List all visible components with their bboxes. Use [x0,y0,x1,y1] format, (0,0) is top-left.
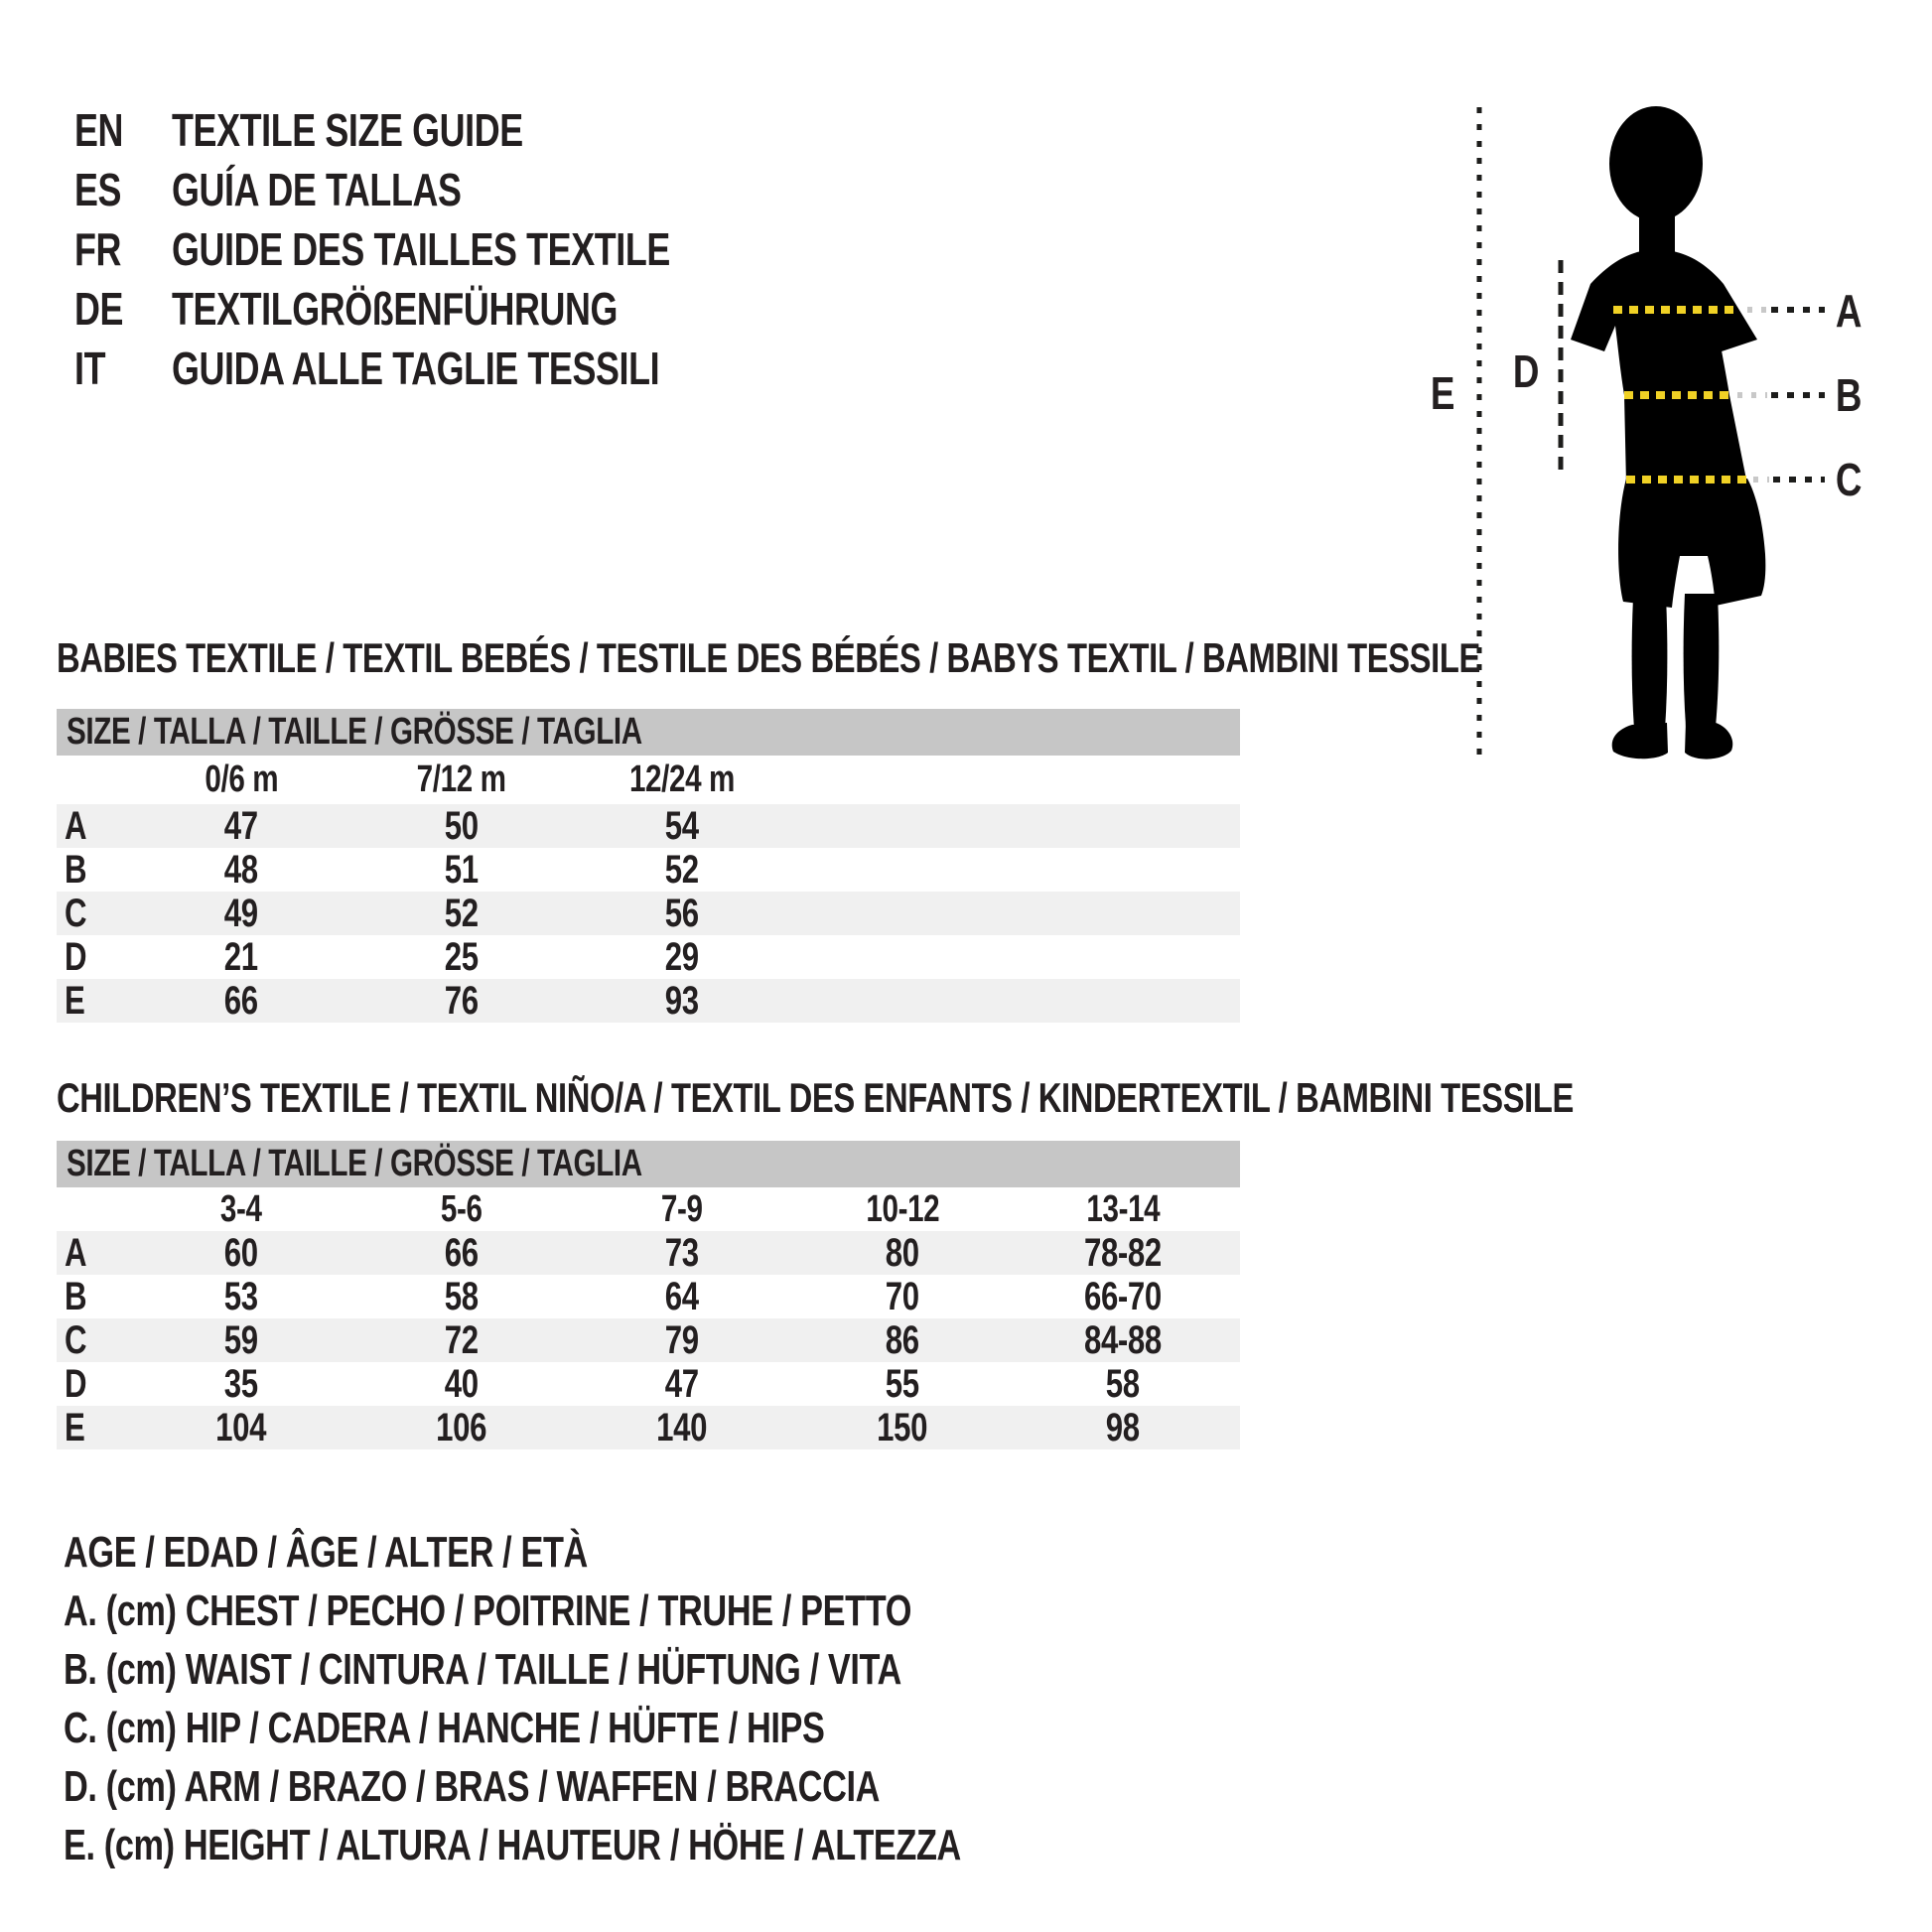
table-cell: 76 [445,979,479,1023]
children-size-table [57,1141,1240,1449]
children-column-header: 10-12 [866,1187,939,1230]
babies-column-header: 0/6 m [205,759,278,800]
children-size-header-bar: SIZE / TALLA / TAILLE / GRÖSSE / TAGLIA [57,1141,1240,1187]
babies-table-row-c [57,892,1240,935]
figure-label-e: E [1430,367,1455,419]
table-cell: 47 [224,804,258,848]
babies-table-row-d [57,935,1240,979]
legend-line-age: AGE / EDAD / ÂGE / ALTER / ETÀ [64,1527,588,1577]
table-cell: 56 [665,892,699,935]
table-cell: 78-82 [1084,1231,1162,1275]
guide-title-it: GUIDA ALLE TAGLIE TESSILI [172,343,660,394]
table-cell: 66 [224,979,258,1023]
babies-table-row-e [57,979,1240,1023]
table-cell: 50 [445,804,479,848]
table-cell: 35 [224,1362,258,1406]
legend-line-chest: A. (cm) CHEST / PECHO / POITRINE / TRUHE / PETTO [64,1586,912,1635]
table-cell: 48 [224,848,258,892]
row-label: B [65,848,87,892]
babies-size-header-bar: SIZE / TALLA / TAILLE / GRÖSSE / TAGLIA [57,709,1240,756]
legend-line-hip: C. (cm) HIP / CADERA / HANCHE / HÜFTE / HIPS [64,1703,825,1752]
table-cell: 58 [445,1275,479,1318]
language-header [74,100,810,398]
babies-size-table [57,709,1240,1023]
language-row-es [74,160,810,219]
children-table-row-a [57,1231,1240,1275]
language-code: FR [74,223,122,275]
measurement-legend [64,1523,1214,1874]
row-label: E [65,979,85,1023]
guide-title-es: GUÍA DE TALLAS [172,164,462,215]
table-cell: 98 [1106,1406,1140,1449]
guide-title-de: TEXTILGRÖßENFÜHRUNG [172,283,619,335]
language-code: EN [74,104,124,156]
table-cell: 66 [445,1231,479,1275]
table-cell: 59 [224,1318,258,1362]
table-cell: 53 [224,1275,258,1318]
babies-table-row-a [57,804,1240,848]
table-cell: 49 [224,892,258,935]
babies-section-title: BABIES TEXTILE / TEXTIL BEBÉS / TESTILE DES BÉBÉS / BABYS TEXTIL / BAMBINI TESSILE [57,634,1480,681]
figure-label-a: A [1835,285,1863,337]
language-row-fr [74,219,810,279]
row-label: B [65,1275,87,1318]
table-cell: 47 [665,1362,699,1406]
language-code: DE [74,283,124,335]
table-cell: 64 [665,1275,699,1318]
table-cell: 52 [445,892,479,935]
children-column-header: 13-14 [1086,1187,1160,1230]
table-cell: 84-88 [1084,1318,1162,1362]
figure-label-b: B [1835,369,1863,421]
children-column-header: 5-6 [441,1187,483,1230]
table-cell: 52 [665,848,699,892]
children-column-header-row [57,1187,1240,1231]
table-cell: 54 [665,804,699,848]
row-label: C [65,892,87,935]
legend-line-height: E. (cm) HEIGHT / ALTURA / HAUTEUR / HÖHE / ALTEZZA [64,1820,961,1869]
table-cell: 79 [665,1318,699,1362]
babies-table-row-b [57,848,1240,892]
legend-line-arm: D. (cm) ARM / BRAZO / BRAS / WAFFEN / BRACCIA [64,1761,881,1811]
children-column-header: 7-9 [661,1187,703,1230]
babies-column-header: 12/24 m [628,759,736,800]
table-cell: 106 [436,1406,487,1449]
language-row-it [74,339,810,398]
table-cell: 80 [886,1231,919,1275]
language-code: ES [74,164,122,215]
table-cell: 51 [445,848,479,892]
guide-title-en: TEXTILE SIZE GUIDE [172,104,523,156]
table-cell: 73 [665,1231,699,1275]
language-code: IT [74,343,106,394]
row-label: E [65,1406,85,1449]
legend-line-waist: B. (cm) WAIST / CINTURA / TAILLE / HÜFTUNG / VITA [64,1644,901,1694]
table-cell: 58 [1106,1362,1140,1406]
table-cell: 104 [215,1406,267,1449]
table-cell: 86 [886,1318,919,1362]
row-label: D [65,935,87,979]
table-cell: 70 [886,1275,919,1318]
table-cell: 40 [445,1362,479,1406]
row-label: A [65,1231,87,1275]
children-column-header: 3-4 [220,1187,262,1230]
row-label: A [65,804,87,848]
figure-label-d: D [1512,345,1540,397]
figure-label-c: C [1835,454,1863,505]
children-table-row-b [57,1275,1240,1318]
table-cell: 29 [665,935,699,979]
table-cell: 93 [665,979,699,1023]
language-row-en [74,100,810,160]
table-cell: 25 [445,935,479,979]
children-table-row-d [57,1362,1240,1406]
table-cell: 66-70 [1084,1275,1162,1318]
table-cell: 140 [656,1406,708,1449]
children-table-row-c [57,1318,1240,1362]
language-row-de [74,279,810,339]
children-section-title: CHILDREN’S TEXTILE / TEXTIL NIÑO/A / TEXTIL DES ENFANTS / KINDERTEXTIL / BAMBINI TESSILE [57,1074,1574,1121]
row-label: D [65,1362,87,1406]
guide-title-fr: GUIDE DES TAILLES TEXTILE [172,223,670,275]
row-label: C [65,1318,87,1362]
table-cell: 21 [224,935,258,979]
table-cell: 72 [445,1318,479,1362]
table-cell: 60 [224,1231,258,1275]
children-table-row-e [57,1406,1240,1449]
babies-column-header-row [57,756,1240,804]
table-cell: 55 [886,1362,919,1406]
child-silhouette-figure [1420,89,1896,784]
table-cell: 150 [877,1406,928,1449]
babies-column-header: 7/12 m [417,759,506,800]
